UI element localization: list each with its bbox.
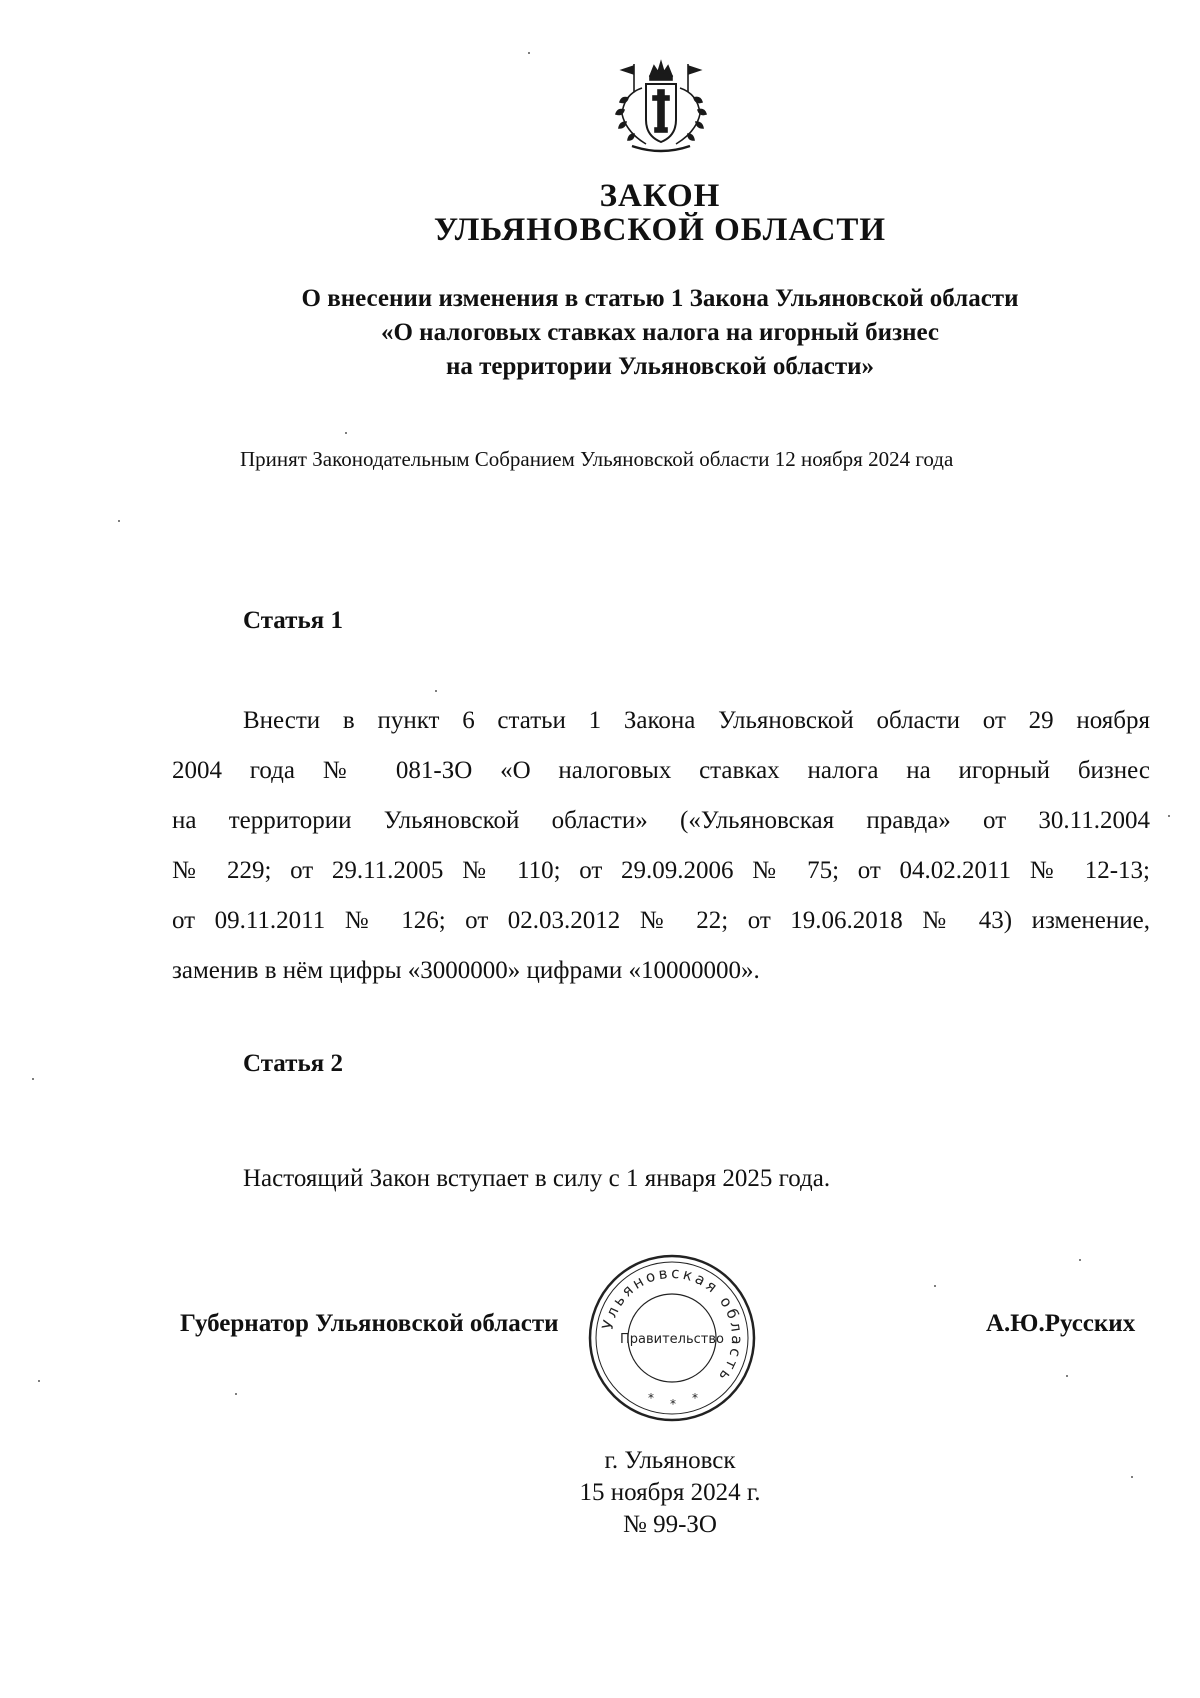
seal-outer-text: Ульяновская область xyxy=(598,1263,747,1387)
official-seal-icon xyxy=(586,1252,758,1424)
svg-text:*: * xyxy=(648,1391,654,1405)
signatory-position: Губернатор Ульяновской области xyxy=(180,1310,559,1337)
scan-speck xyxy=(32,1078,34,1080)
scan-speck xyxy=(1131,1476,1133,1478)
adoption-note: Принят Законодательным Собранием Ульяновской области 12 ноября 2024 года xyxy=(240,447,954,471)
subtitle-line: «О налоговых ставках налога на игорный бизнес xyxy=(380,319,940,346)
scan-speck xyxy=(118,520,120,522)
scan-speck xyxy=(1079,1259,1081,1261)
footer-number: № 99-ЗО xyxy=(622,1511,717,1538)
scan-speck xyxy=(934,1285,936,1287)
article-1-heading: Статья 1 xyxy=(243,607,343,634)
article-2-heading: Статья 2 xyxy=(243,1050,343,1077)
scan-speck xyxy=(38,1380,40,1382)
scan-speck xyxy=(435,690,437,692)
svg-text:*: * xyxy=(670,1397,676,1411)
document-title-line1: ЗАКОН xyxy=(599,178,721,214)
article-1-line: Внести в пункт 6 статьи 1 Закона Ульяновской области от 29 ноября xyxy=(243,707,1150,734)
footer-date: 15 ноября 2024 г. xyxy=(579,1479,761,1506)
seal-center-text: Правительство xyxy=(620,1332,724,1347)
svg-text:*: * xyxy=(692,1391,698,1405)
subtitle-line: на территории Ульяновской области» xyxy=(445,353,875,380)
article-1-line: заменив в нём цифры «3000000» цифрами «10000000». xyxy=(172,957,760,984)
subtitle-line: О внесении изменения в статью 1 Закона Ульяновской области xyxy=(301,285,1019,312)
scan-speck xyxy=(528,52,530,54)
article-2-text: Настоящий Закон вступает в силу с 1 января 2025 года. xyxy=(243,1165,831,1192)
scan-speck xyxy=(1168,815,1170,817)
article-1-line: № 229; от 29.11.2005 № 110; от 29.09.2006 № 75; от 04.02.2011 № 12-13; xyxy=(172,857,1150,884)
footer-city: г. Ульяновск xyxy=(604,1447,736,1474)
coat-of-arms-icon xyxy=(602,58,720,156)
scan-speck xyxy=(345,432,347,434)
document-title-line2: УЛЬЯНОВСКОЙ ОБЛАСТИ xyxy=(433,212,887,248)
article-1-line: на территории Ульяновской области» («Ульяновская правда» от 30.11.2004 xyxy=(172,807,1150,834)
article-1-line: 2004 года № 081-ЗО «О налоговых ставках налога на игорный бизнес xyxy=(172,757,1150,784)
article-1-line: от 09.11.2011 № 126; от 02.03.2012 № 22; от 19.06.2018 № 43) изменение, xyxy=(172,907,1150,934)
law-subtitle xyxy=(0,282,1200,384)
signatory-name: А.Ю.Русских xyxy=(986,1310,1136,1337)
scan-speck xyxy=(1066,1375,1068,1377)
article-1-text xyxy=(172,696,1150,996)
document-footer xyxy=(0,1445,1200,1541)
scan-speck xyxy=(235,1393,237,1395)
